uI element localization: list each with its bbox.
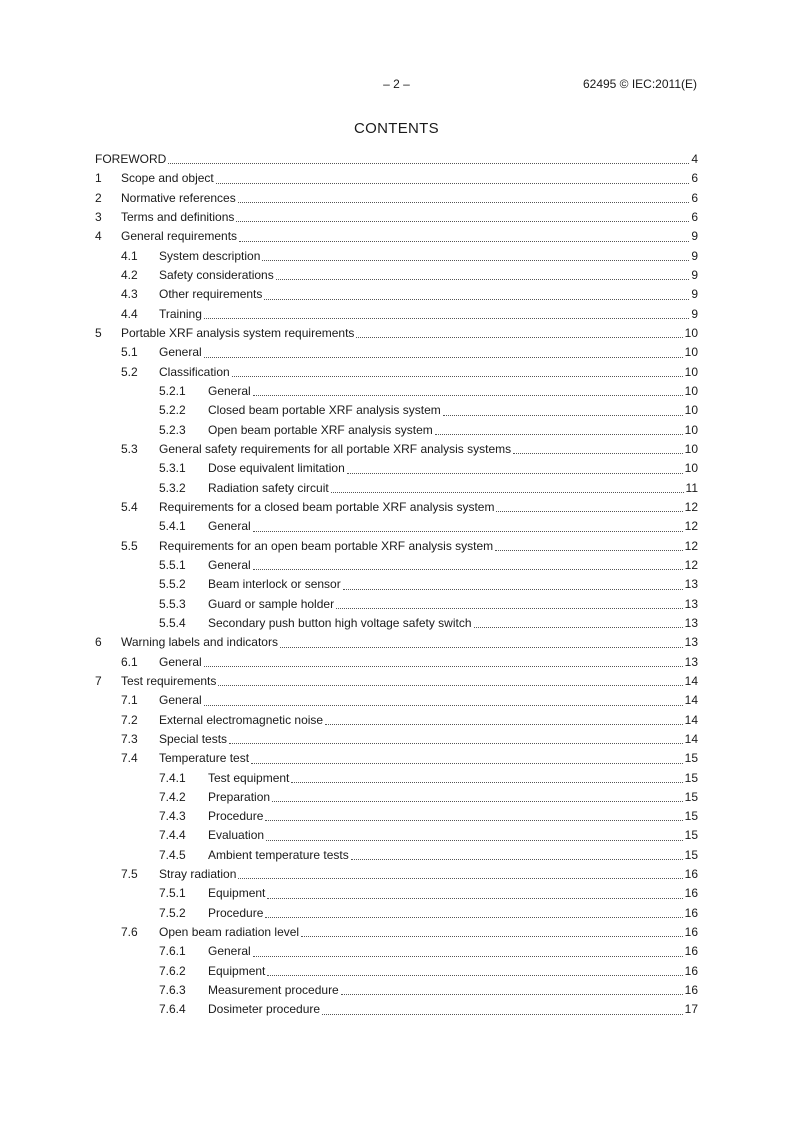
toc-dot-leader xyxy=(267,897,682,899)
toc-entry-title: Procedure xyxy=(208,809,264,824)
toc-entry-page: 13 xyxy=(684,635,698,650)
toc-entry-number: 5.1 xyxy=(121,345,138,360)
document-reference: 62495 © IEC:2011(E) xyxy=(582,77,697,91)
toc-entry-title: Open beam portable XRF analysis system xyxy=(208,422,433,437)
toc-entry[interactable] xyxy=(95,923,698,942)
toc-entry-title: Normative references xyxy=(121,190,236,205)
toc-entry-number: 5.5 xyxy=(121,538,138,553)
toc-entry-title: Temperature test xyxy=(159,751,250,766)
toc-dot-leader xyxy=(264,298,689,300)
toc-entry-number: 7.6.1 xyxy=(159,944,186,959)
toc-entry-title: Dose equivalent limitation xyxy=(208,461,345,476)
toc-entry[interactable] xyxy=(95,498,698,517)
toc-entry-page: 6 xyxy=(691,190,698,205)
toc-dot-leader xyxy=(238,201,690,203)
toc-entry[interactable] xyxy=(95,653,698,672)
toc-entry-title: Measurement procedure xyxy=(208,983,339,998)
toc-entry-title: Evaluation xyxy=(208,828,265,843)
toc-entry-number: 5.2.1 xyxy=(159,383,186,398)
toc-entry-number: 7 xyxy=(95,673,102,688)
toc-dot-leader xyxy=(229,742,683,744)
toc-entry-page: 12 xyxy=(684,557,698,572)
toc-entry-title: Preparation xyxy=(208,789,271,804)
toc-entry-title: Terms and definitions xyxy=(121,209,235,224)
toc-entry[interactable] xyxy=(95,517,698,536)
toc-entry[interactable] xyxy=(95,846,698,865)
toc-entry-number: 7.5.2 xyxy=(159,905,186,920)
toc-entry-page: 9 xyxy=(691,306,698,321)
toc-entry[interactable] xyxy=(95,363,698,382)
toc-dot-leader xyxy=(322,1013,683,1015)
toc-entry-number: 7.4 xyxy=(121,751,138,766)
toc-entry-page: 9 xyxy=(691,248,698,263)
toc-entry-page: 14 xyxy=(684,731,698,746)
toc-entry[interactable] xyxy=(95,788,698,807)
toc-entry-number: 7.2 xyxy=(121,712,138,727)
toc-dot-leader xyxy=(265,819,682,821)
toc-entry-page: 10 xyxy=(684,383,698,398)
toc-entry-title: Classification xyxy=(159,364,230,379)
toc-entry-page: 12 xyxy=(684,538,698,553)
toc-entry-title: Portable XRF analysis system requirements xyxy=(121,325,355,340)
toc-entry[interactable] xyxy=(95,904,698,923)
toc-dot-leader xyxy=(272,800,683,802)
toc-entry[interactable] xyxy=(95,208,698,227)
toc-entry-title: Scope and object xyxy=(121,171,214,186)
toc-entry[interactable] xyxy=(95,595,698,614)
toc-entry[interactable] xyxy=(95,169,698,188)
toc-entry-number: 5.3.2 xyxy=(159,480,186,495)
toc-entry-page: 14 xyxy=(684,673,698,688)
toc-entry-number: 7.6 xyxy=(121,925,138,940)
toc-entry-number: 6 xyxy=(95,635,102,650)
toc-entry-page: 15 xyxy=(684,751,698,766)
toc-entry-number: 2 xyxy=(95,190,102,205)
toc-dot-leader xyxy=(496,510,682,512)
toc-entry-number: 7.6.4 xyxy=(159,1002,186,1017)
toc-entry[interactable] xyxy=(95,479,698,498)
toc-entry[interactable] xyxy=(95,285,698,304)
toc-entry-title: Requirements for an open beam portable XRF analysis system xyxy=(159,538,494,553)
toc-dot-leader xyxy=(343,588,683,590)
toc-entry-page: 14 xyxy=(684,712,698,727)
toc-entry[interactable] xyxy=(95,343,698,362)
toc-entry-number: 5.3.1 xyxy=(159,461,186,476)
toc-entry-page: 13 xyxy=(684,615,698,630)
toc-entry-page: 10 xyxy=(684,422,698,437)
toc-dot-leader xyxy=(336,607,683,609)
toc-entry[interactable] xyxy=(95,324,698,343)
toc-dot-leader xyxy=(474,626,683,628)
toc-entry[interactable] xyxy=(95,537,698,556)
toc-entry-page: 17 xyxy=(684,1002,698,1017)
page-header xyxy=(0,0,793,100)
toc-entry-page: 16 xyxy=(684,963,698,978)
toc-entry-page: 15 xyxy=(684,847,698,862)
toc-entry[interactable] xyxy=(95,807,698,826)
toc-entry-title: Equipment xyxy=(208,886,266,901)
toc-dot-leader xyxy=(253,568,683,570)
toc-dot-leader xyxy=(347,472,683,474)
toc-entry-title: Test requirements xyxy=(121,673,217,688)
contents-title: CONTENTS xyxy=(354,120,439,137)
toc-entry-page: 9 xyxy=(691,267,698,282)
toc-dot-leader xyxy=(204,665,683,667)
toc-entry-number: 7.4.2 xyxy=(159,789,186,804)
toc-entry-number: 7.6.2 xyxy=(159,963,186,978)
toc-entry[interactable] xyxy=(95,826,698,845)
toc-entry[interactable] xyxy=(95,633,698,652)
toc-entry-number: 5.2.3 xyxy=(159,422,186,437)
toc-entry[interactable] xyxy=(95,266,698,285)
toc-entry-number: 5.5.3 xyxy=(159,596,186,611)
toc-entry-page: 13 xyxy=(684,654,698,669)
toc-dot-leader xyxy=(262,259,689,261)
toc-entry-number: 5.4 xyxy=(121,499,138,514)
toc-dot-leader xyxy=(253,530,683,532)
toc-entry[interactable] xyxy=(95,962,698,981)
toc-entry-title: Requirements for a closed beam portable XRF analysis system xyxy=(159,499,495,514)
toc-entry-title: Procedure xyxy=(208,905,264,920)
toc-entry[interactable] xyxy=(95,749,698,768)
toc-entry-page: 11 xyxy=(685,480,698,495)
toc-entry-number: 5.4.1 xyxy=(159,519,186,534)
toc-entry-page: 4 xyxy=(691,152,698,166)
toc-entry-title: Training xyxy=(159,306,202,321)
toc-entry-page: 16 xyxy=(684,867,698,882)
toc-entry[interactable] xyxy=(95,227,698,246)
toc-entry-page: 9 xyxy=(691,229,698,244)
toc-entry-number: 3 xyxy=(95,209,102,224)
toc-entry-title: Guard or sample holder xyxy=(208,596,335,611)
toc-entry-title: Safety considerations xyxy=(159,267,274,282)
toc-entry-title: General xyxy=(208,944,251,959)
toc-entry[interactable] xyxy=(95,981,698,1000)
toc-entry-page: 13 xyxy=(684,596,698,611)
toc-entry-title: Closed beam portable XRF analysis system xyxy=(208,403,441,418)
toc-dot-leader xyxy=(253,955,683,957)
toc-dot-leader xyxy=(267,974,682,976)
toc-dot-leader xyxy=(251,762,683,764)
toc-entry-number: 7.6.3 xyxy=(159,983,186,998)
toc-entry-page: 10 xyxy=(684,345,698,360)
toc-entry-title: FOREWORD xyxy=(95,152,167,166)
toc-entry[interactable] xyxy=(95,865,698,884)
toc-dot-leader xyxy=(266,839,683,841)
toc-entry-number: 4 xyxy=(95,229,102,244)
toc-entry-page: 10 xyxy=(684,364,698,379)
toc-entry-title: General xyxy=(159,654,202,669)
toc-entry[interactable] xyxy=(95,711,698,730)
toc-entry-page: 6 xyxy=(691,171,698,186)
toc-entry-number: 5.5.4 xyxy=(159,615,186,630)
toc-dot-leader xyxy=(232,375,683,377)
toc-entry-title: External electromagnetic noise xyxy=(159,712,324,727)
toc-dot-leader xyxy=(239,240,689,242)
toc-entry-title: Beam interlock or sensor xyxy=(208,577,341,592)
toc-dot-leader xyxy=(341,993,683,995)
toc-entry-page: 14 xyxy=(684,693,698,708)
toc-entry-number: 4.1 xyxy=(121,248,138,263)
toc-entry-title: General requirements xyxy=(121,229,238,244)
toc-entry-page: 10 xyxy=(684,441,698,456)
toc-entry-page: 16 xyxy=(684,925,698,940)
toc-entry[interactable] xyxy=(95,401,698,420)
toc-entry[interactable] xyxy=(95,382,698,401)
toc-entry-title: Dosimeter procedure xyxy=(208,1002,321,1017)
toc-dot-leader xyxy=(218,684,682,686)
toc-entry-number: 5.2.2 xyxy=(159,403,186,418)
toc-entry-number: 7.3 xyxy=(121,731,138,746)
toc-entry-title: Ambient temperature tests xyxy=(208,847,349,862)
toc-entry-number: 7.4.5 xyxy=(159,847,186,862)
toc-entry[interactable] xyxy=(95,247,698,266)
toc-entry-title: Radiation safety circuit xyxy=(208,480,329,495)
toc-dot-leader xyxy=(435,433,683,435)
toc-entry-number: 4.4 xyxy=(121,306,138,321)
toc-entry-number: 1 xyxy=(95,171,102,186)
page-number: – 2 – xyxy=(383,77,410,91)
toc-entry-title: General safety requirements for all portable XRF analysis systems xyxy=(159,441,512,456)
toc-entry-number: 6.1 xyxy=(121,654,138,669)
toc-entry-number: 5.3 xyxy=(121,441,138,456)
toc-entry-title: General xyxy=(208,557,251,572)
toc-entry-page: 12 xyxy=(684,499,698,514)
toc-dot-leader xyxy=(265,916,682,918)
toc-entry[interactable] xyxy=(95,614,698,633)
toc-entry-page: 15 xyxy=(684,828,698,843)
toc-entry-number: 5 xyxy=(95,325,102,340)
toc-entry-page: 15 xyxy=(684,809,698,824)
toc-entry-title: Stray radiation xyxy=(159,867,237,882)
toc-entry[interactable] xyxy=(95,440,698,459)
toc-entry-page: 9 xyxy=(691,287,698,302)
toc-entry[interactable] xyxy=(95,421,698,440)
toc-dot-leader xyxy=(204,317,689,319)
toc-dot-leader xyxy=(513,452,682,454)
toc-entry-title: Other requirements xyxy=(159,287,263,302)
toc-dot-leader xyxy=(495,549,682,551)
toc-entry-page: 13 xyxy=(684,577,698,592)
toc-dot-leader xyxy=(204,356,683,358)
table-of-contents xyxy=(95,150,698,1020)
toc-entry[interactable] xyxy=(95,672,698,691)
toc-entry[interactable] xyxy=(95,305,698,324)
toc-entry-title: System description xyxy=(159,248,261,263)
toc-entry-number: 7.1 xyxy=(121,693,138,708)
toc-dot-leader xyxy=(331,491,684,493)
toc-entry-page: 16 xyxy=(684,905,698,920)
toc-entry-title: Equipment xyxy=(208,963,266,978)
toc-dot-leader xyxy=(301,935,683,937)
toc-entry-number: 7.4.4 xyxy=(159,828,186,843)
toc-entry-title: Test equipment xyxy=(208,770,290,785)
toc-entry[interactable] xyxy=(95,575,698,594)
toc-entry-title: General xyxy=(208,383,251,398)
toc-dot-leader xyxy=(291,781,682,783)
toc-entry-number: 5.5.2 xyxy=(159,577,186,592)
toc-entry[interactable] xyxy=(95,556,698,575)
toc-entry[interactable] xyxy=(95,730,698,749)
toc-entry[interactable] xyxy=(95,691,698,710)
toc-dot-leader xyxy=(253,394,683,396)
toc-entry[interactable] xyxy=(95,769,698,788)
toc-entry[interactable] xyxy=(95,1000,698,1019)
toc-dot-leader xyxy=(216,182,690,184)
toc-entry-number: 5.5.1 xyxy=(159,557,186,572)
toc-entry-number: 7.4.1 xyxy=(159,770,186,785)
toc-dot-leader xyxy=(356,336,682,338)
toc-entry-page: 10 xyxy=(684,461,698,476)
toc-entry-title: General xyxy=(159,345,202,360)
toc-entry[interactable] xyxy=(95,942,698,961)
toc-entry-page: 10 xyxy=(684,403,698,418)
toc-entry[interactable] xyxy=(95,459,698,478)
toc-dot-leader xyxy=(443,414,683,416)
toc-entry[interactable] xyxy=(95,150,698,169)
toc-entry-title: Secondary push button high voltage safety switch xyxy=(208,615,472,630)
toc-entry[interactable] xyxy=(95,884,698,903)
toc-entry-page: 12 xyxy=(684,519,698,534)
toc-dot-leader xyxy=(276,278,690,280)
toc-entry-number: 7.5 xyxy=(121,867,138,882)
toc-dot-leader xyxy=(204,704,683,706)
toc-entry-number: 5.2 xyxy=(121,364,138,379)
toc-dot-leader xyxy=(325,723,683,725)
toc-entry-number: 7.4.3 xyxy=(159,809,186,824)
toc-entry-page: 16 xyxy=(684,886,698,901)
toc-dot-leader xyxy=(280,646,683,648)
toc-entry-title: Special tests xyxy=(159,731,228,746)
toc-entry-page: 10 xyxy=(684,325,698,340)
toc-entry-number: 4.2 xyxy=(121,267,138,282)
toc-dot-leader xyxy=(168,162,689,164)
toc-entry-number: 4.3 xyxy=(121,287,138,302)
toc-entry-page: 16 xyxy=(684,944,698,959)
toc-entry-title: Warning labels and indicators xyxy=(121,635,278,650)
toc-entry-page: 15 xyxy=(684,770,698,785)
toc-entry[interactable] xyxy=(95,189,698,208)
toc-dot-leader xyxy=(351,858,683,860)
toc-entry-page: 15 xyxy=(684,789,698,804)
toc-dot-leader xyxy=(238,877,682,879)
toc-entry-title: General xyxy=(208,519,251,534)
toc-entry-page: 6 xyxy=(691,209,698,224)
toc-entry-number: 7.5.1 xyxy=(159,886,186,901)
toc-dot-leader xyxy=(236,220,689,222)
toc-entry-page: 16 xyxy=(684,983,698,998)
toc-entry-title: Open beam radiation level xyxy=(159,925,300,940)
toc-entry-title: General xyxy=(159,693,202,708)
